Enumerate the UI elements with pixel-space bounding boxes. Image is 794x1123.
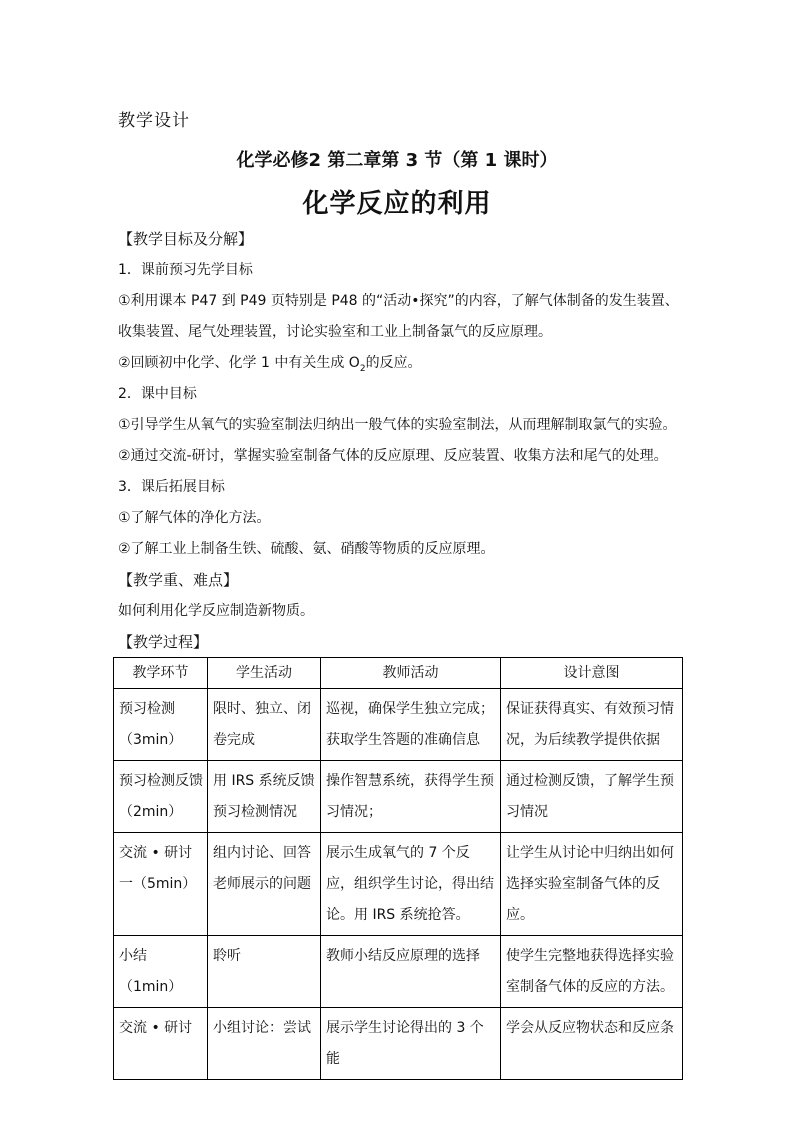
pre-class-item-1-line-2: 收集装置、尾气处理装置，讨论实验室和工业上制备氯气的反应原理。 xyxy=(118,324,552,340)
table-cell: 展示生成氧气的 7 个反应，组织学生讨论，得出结论。用 IRS 系统抢答。 xyxy=(321,833,501,936)
key-points-text: 如何利用化学反应制造新物质。 xyxy=(118,603,314,619)
subscript-2: 2 xyxy=(359,363,366,374)
table-header-cell: 教学环节 xyxy=(114,658,208,689)
pre-class-item-1-line-1: ①利用课本 P47 到 P49 页特别是 P48 的“活动•探究”的内容，了解气体制备的发生装置、 xyxy=(118,293,679,309)
table-cell: 让学生从讨论中归纳出如何选择实验室制备气体的反应。 xyxy=(501,833,683,936)
table-cell: 使学生完整地获得选择实验室制备气体的反应的方法。 xyxy=(501,936,683,1008)
pre-class-item-2-suffix: 的反应。 xyxy=(365,355,422,371)
table-cell: 交流 • 研讨 xyxy=(114,1008,208,1080)
objectives-heading: 【教学目标及分解】 xyxy=(118,230,254,248)
post-class-item-2: ②了解工业上制备生铁、硫酸、氨、硝酸等物质的反应原理。 xyxy=(118,541,495,557)
table-header-row xyxy=(114,658,683,689)
table-cell: 操作智慧系统，获得学生预习情况； xyxy=(321,761,501,833)
table-cell: 保证获得真实、有效预习情况，为后续教学提供依据 xyxy=(501,689,683,761)
table-cell: 展示学生讨论得出的 3 个能 xyxy=(321,1008,501,1080)
table-cell: 用 IRS 系统反馈预习检测情况 xyxy=(208,761,321,833)
key-points-heading: 【教学重、难点】 xyxy=(118,571,239,589)
pre-class-item-2 xyxy=(118,353,688,379)
table-cell: 通过检测反馈，了解学生预习情况 xyxy=(501,761,683,833)
table-row xyxy=(114,761,683,833)
course-subtitle: 化学必修2 第二章第 3 节（第 1 课时） xyxy=(236,150,558,171)
post-class-heading: 3．课后拓展目标 xyxy=(118,479,225,495)
table-cell: 小结（1min） xyxy=(114,936,208,1008)
table-cell: 学会从反应物状态和反应条 xyxy=(501,1008,683,1080)
table-row xyxy=(114,833,683,936)
doc-type-label: 教学设计 xyxy=(118,111,190,131)
in-class-item-1: ①引导学生从氧气的实验室制法归纳出一般气体的实验室制法，从而理解制取氯气的实验。 xyxy=(118,417,677,433)
table-cell: 组内讨论、回答老师展示的问题 xyxy=(208,833,321,936)
table-header-cell: 教师活动 xyxy=(321,658,501,689)
table-cell: 预习检测反馈（2min） xyxy=(114,761,208,833)
page-title: 化学反应的利用 xyxy=(302,189,492,219)
table-row xyxy=(114,936,683,1008)
table-cell: 聆听 xyxy=(208,936,321,1008)
process-heading: 【教学过程】 xyxy=(118,633,209,651)
post-class-item-1: ①了解气体的净化方法。 xyxy=(118,510,271,526)
table-cell: 小组讨论：尝试 xyxy=(208,1008,321,1080)
table-cell: 巡视，确保学生独立完成；获取学生答题的准确信息 xyxy=(321,689,501,761)
table-cell: 教师小结反应原理的选择 xyxy=(321,936,501,1008)
in-class-item-2: ②通过交流-研讨，掌握实验室制备气体的反应原理、反应装置、收集方法和尾气的处理。 xyxy=(118,448,668,464)
table-cell: 预习检测（3min） xyxy=(114,689,208,761)
table-header-cell: 设计意图 xyxy=(501,658,683,689)
table-row xyxy=(114,1008,683,1080)
pre-class-heading: 1．课前预习先学目标 xyxy=(118,262,253,278)
table-cell: 交流 • 研讨一（5min） xyxy=(114,833,208,936)
table-header-cell: 学生活动 xyxy=(208,658,321,689)
teaching-process-table xyxy=(113,657,683,1080)
pre-class-item-2-text: ②回顾初中化学、化学 1 中有关生成 O xyxy=(118,355,360,371)
table-cell: 限时、独立、闭卷完成 xyxy=(208,689,321,761)
table-row xyxy=(114,689,683,761)
in-class-heading: 2．课中目标 xyxy=(118,386,197,402)
